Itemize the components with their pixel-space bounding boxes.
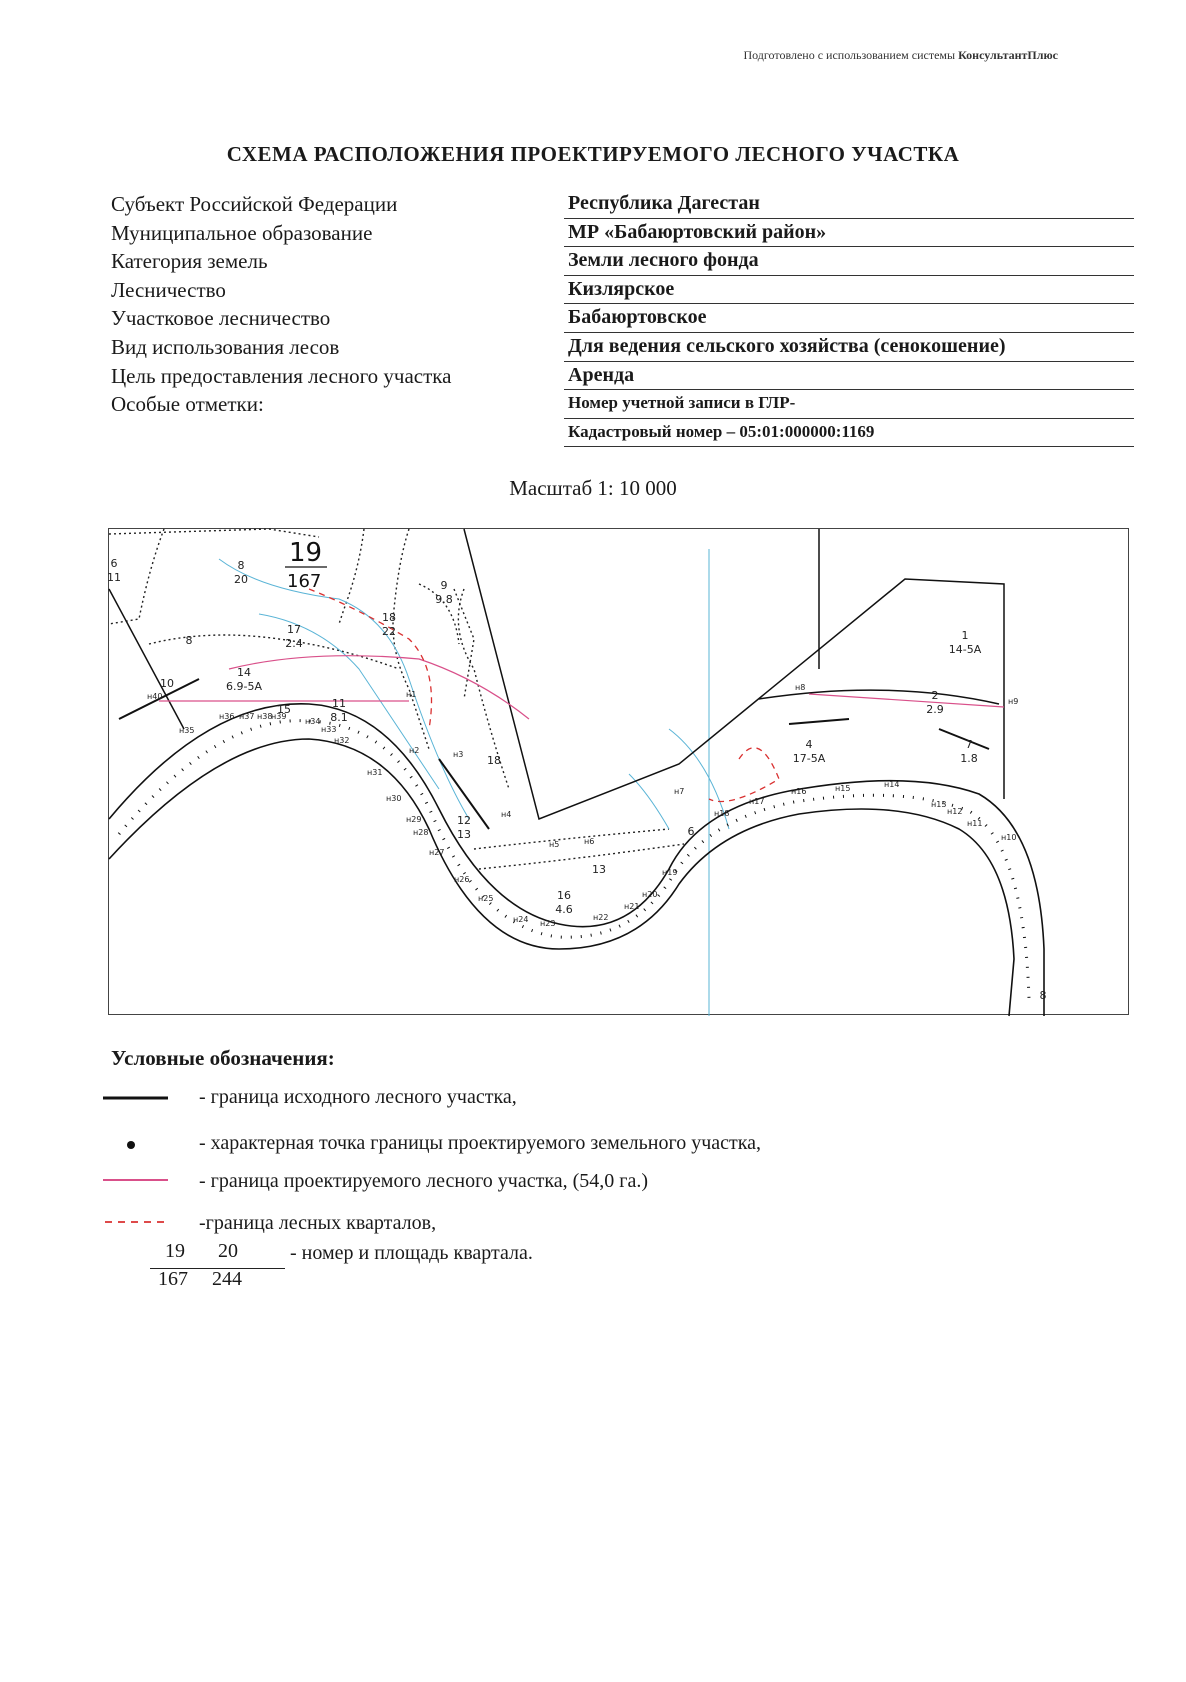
point-label: н3: [453, 750, 464, 759]
plot-number: 6: [110, 557, 118, 570]
point-label: н28: [413, 828, 429, 837]
quarter-key-area1: 167: [158, 1268, 188, 1290]
field-value: Республика Дагестан: [564, 190, 1134, 219]
point-label: н30: [386, 794, 402, 803]
plot-area: 22: [382, 625, 396, 638]
point-label: н27: [429, 848, 445, 857]
plot-number: 9: [440, 579, 448, 592]
dashed-line-icon: [103, 1210, 173, 1240]
plot-area: 8.1: [330, 711, 348, 724]
point-label: н37: [239, 712, 255, 721]
plot-number: 8: [237, 559, 245, 572]
plot-number: 13: [592, 863, 606, 876]
field-values: [564, 190, 1134, 447]
plot-number: 18: [487, 754, 501, 767]
legend-text: - характерная точка границы проектируемого земельного участка,: [199, 1132, 762, 1154]
quarter-key-area2: 244: [212, 1268, 242, 1290]
point-label: н26: [454, 875, 470, 884]
plot-number: 10: [160, 677, 174, 690]
point-label: н16: [791, 787, 807, 796]
point-label: н9: [1008, 697, 1019, 706]
survey-point-labels: [147, 683, 1018, 928]
source-note-prefix: Подготовлено с использованием системы: [743, 48, 956, 62]
point-label: н34: [305, 717, 321, 726]
legend-text: - граница исходного лесного участка,: [199, 1086, 517, 1108]
map-drawing: [109, 529, 1130, 1016]
plot-number: 6: [687, 825, 695, 838]
river-banks: [109, 704, 1044, 1016]
point-label: н1: [406, 690, 417, 699]
plot-number: 11: [332, 697, 346, 710]
point-label: н13: [931, 800, 947, 809]
point-label: н39: [271, 712, 287, 721]
point-label: н22: [593, 913, 609, 922]
field-value: Кизлярское: [564, 276, 1134, 305]
plot-number: 8: [1039, 989, 1047, 1002]
plot-area: 2.4: [285, 637, 303, 650]
point-label: н6: [584, 837, 595, 846]
field-label: Цель предоставления лесного участка: [111, 363, 452, 388]
legend-item-quarter-boundary: [103, 1210, 1003, 1244]
field-value: Земли лесного фонда: [564, 247, 1134, 276]
point-label: н10: [1001, 833, 1017, 842]
forest-plot-outlines: [109, 529, 684, 869]
point-label: н21: [624, 902, 640, 911]
point-label: н20: [642, 890, 658, 899]
point-label: н4: [501, 810, 512, 819]
plot-area: 17-5А: [792, 752, 826, 765]
map-scale: Масштаб 1: 10 000: [509, 476, 677, 500]
source-note: [743, 48, 1058, 63]
field-value: Кадастровый номер – 05:01:000000:1169: [564, 419, 1134, 448]
point-label: н29: [406, 815, 422, 824]
field-label: Категория земель: [111, 249, 268, 274]
projected-boundary-dots: [119, 721, 1029, 999]
point-label: н18: [714, 809, 730, 818]
field-label: Особые отметки:: [111, 392, 264, 417]
quarter-key-num2: 20: [218, 1240, 238, 1262]
legend-text: - граница проектируемого лесного участка, (54,0 га.): [199, 1170, 649, 1192]
point-label: н11: [967, 819, 983, 828]
legend-item-point: [103, 1130, 1003, 1164]
field-value: Бабаюртовское: [564, 304, 1134, 333]
plot-number: 12: [457, 814, 471, 827]
solid-line-icon: [103, 1084, 173, 1114]
site-map: [108, 528, 1129, 1015]
field-value: Номер учетной записи в ГЛР-: [564, 390, 1134, 419]
pink-line-icon: [103, 1168, 173, 1198]
plot-area: 4.6: [555, 903, 573, 916]
plot-number: 4: [805, 738, 813, 751]
quarter-number: 19: [289, 538, 323, 568]
plot-area: 1.8: [960, 752, 978, 765]
point-label: н15: [835, 784, 851, 793]
plot-number: 14: [237, 666, 251, 679]
point-label: н33: [321, 725, 337, 734]
plot-number: 1: [961, 629, 969, 642]
point-label: н24: [513, 915, 529, 924]
plot-number: 18: [382, 611, 396, 624]
point-label: н19: [662, 868, 678, 877]
point-label: н36: [219, 712, 235, 721]
legend-item-source-boundary: [103, 1084, 1003, 1118]
plot-number: 7: [965, 738, 973, 751]
quarter-area: 167: [287, 571, 322, 592]
plot-number: 8: [185, 634, 193, 647]
plot-labels: [107, 557, 1047, 1002]
legend-item-projected-boundary: [103, 1168, 1003, 1202]
point-label: н25: [478, 894, 494, 903]
plot-area: 9.8: [435, 593, 453, 606]
document-title: СХЕМА РАСПОЛОЖЕНИЯ ПРОЕКТИРУЕМОГО ЛЕСНОГО УЧАСТКА: [226, 142, 960, 166]
plot-area: 11: [107, 571, 121, 584]
plot-number: 17: [287, 623, 301, 636]
point-label: н12: [947, 807, 963, 816]
quarter-key-numbers: [150, 1240, 285, 1269]
point-label: н35: [179, 726, 195, 735]
plot-area: 20: [234, 573, 248, 586]
plot-number: 15: [277, 703, 291, 716]
quarter-key-num1: 19: [165, 1240, 185, 1262]
field-labels: [111, 190, 531, 419]
quarter-key-areas: [150, 1268, 285, 1296]
plot-number: 2: [931, 689, 939, 702]
plot-area: 6.9-5А: [226, 680, 262, 693]
source-note-brand: КонсультантПлюс: [958, 48, 1058, 62]
point-label: н31: [367, 768, 383, 777]
quarter-label: [285, 538, 327, 592]
field-value: Для ведения сельского хозяйства (сенокошение): [564, 333, 1134, 362]
plot-area: 13: [457, 828, 471, 841]
point-label: н17: [749, 797, 765, 806]
field-label: Участковое лесничество: [111, 306, 331, 331]
point-label: н7: [674, 787, 685, 796]
point-label: н40: [147, 692, 163, 701]
point-label: н32: [334, 736, 350, 745]
field-label: Субъект Российской Федерации: [111, 192, 398, 216]
point-label: н5: [549, 840, 560, 849]
point-label: н38: [257, 712, 273, 721]
point-label: н8: [795, 683, 806, 692]
field-value: Аренда: [564, 362, 1134, 391]
quarter-key-text: - номер и площадь квартала.: [290, 1242, 533, 1264]
legend-text: -граница лесных кварталов,: [199, 1212, 437, 1234]
plot-area: 2.9: [926, 703, 944, 716]
plot-area: 14-5А: [948, 643, 982, 656]
point-label: н23: [540, 919, 556, 928]
point-label: н2: [409, 746, 420, 755]
field-label: Лесничество: [111, 277, 226, 302]
legend-title: Условные обозначения:: [111, 1046, 335, 1070]
dot-icon: [103, 1130, 173, 1160]
point-label: н14: [884, 780, 900, 789]
field-label: Вид использования лесов: [111, 334, 340, 359]
plot-number: 16: [557, 889, 571, 902]
field-label: Муниципальное образование: [111, 220, 373, 245]
blue-lines: [219, 549, 729, 1016]
field-value: МР «Бабаюртовский район»: [564, 219, 1134, 248]
